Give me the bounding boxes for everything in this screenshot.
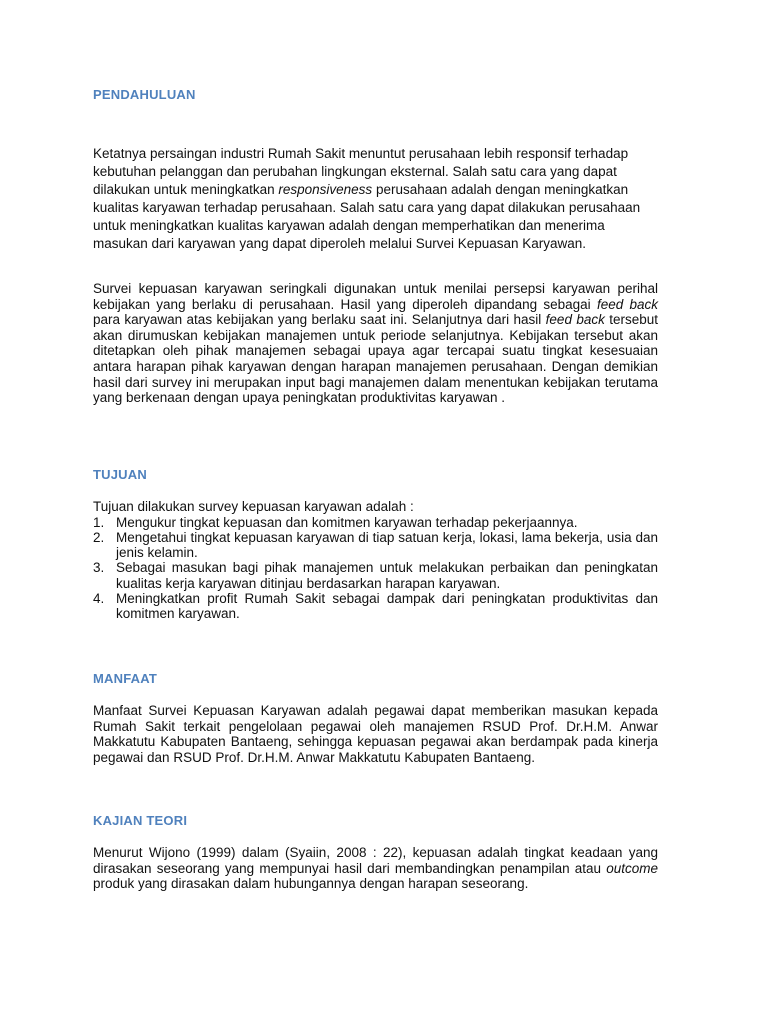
p2-emphasis-2: feed back [545,312,605,328]
heading-kajian-teori: KAJIAN TEORI [93,813,188,828]
tujuan-intro: Tujuan dilakukan survey kepuasan karyawan adalah : [93,499,414,514]
p2-text-2: para karyawan atas kebijakan yang berlaku saat ini. Selanjutnya dari hasil [93,312,546,328]
kajian-emphasis: outcome [606,860,658,876]
tujuan-list [93,515,658,622]
pendahuluan-paragraph-2 [93,281,658,406]
p1-text-before: Ketatnya persaingan industri Rumah Sakit menuntut perusahaan lebih responsif terhadap kebutuhan pelanggan dan perubahan lingkungan eksternal. Salah satu cara yang dapat dilakukan untuk meningkatkan [93,146,629,197]
heading-tujuan: TUJUAN [93,467,147,482]
p2-text-1: Survei kepuasan karyawan seringkali digunakan untuk menilai persepsi karyawan perihal kebijakan yang berlaku di perusahaan. Hasil yang diperoleh dipandang sebagai [93,281,658,312]
p1-text-after: perusahaan adalah dengan meningkatkan kualitas karyawan terhadap perusahaan. Salah satu cara yang dapat dilakukan perusahaan untuk meningkatkan kualitas karyawan adalah dengan memperhatikan dan menerima masukan dari karyawan yang dapat diperoleh melalui Survei Kepuasan Karyawan. [93,182,641,251]
p2-text-3: tersebut akan dirumuskan kebijakan manajemen untuk periode selanjutnya. Kebijakan tersebut akan ditetapkan oleh pihak manajemen sebagai upaya agar tercapai suatu tingkat kesesuaian antara harapan pihak karyawan dengan harapan manajemen perusahaan. Dengan demikian hasil dari survey ini merupakan input bagi manajemen dalam menentukan kebijakan terutama yang berkenaan dengan upaya peningkatan produktivitas karyawan . [93,312,659,406]
heading-manfaat: MANFAAT [93,671,157,686]
list-item: 4. Meningkatkan profit Rumah Sakit sebagai dampak dari peningkatan produktivitas dan komitmen karyawan. [93,591,658,622]
kajian-text-after: produk yang dirasakan dalam hubungannya dengan harapan seseorang. [93,876,529,892]
tujuan-block [93,499,658,622]
kajian-text-before: Menurut Wijono (1999) dalam (Syaiin, 2008 : 22), kepuasan adalah tingkat keadaan yang dirasakan seseorang yang mempunyai hasil dari membandingkan penampilan atau [93,845,658,876]
heading-pendahuluan: PENDAHULUAN [93,87,196,102]
p1-emphasis: responsiveness [278,182,373,197]
p2-emphasis-1: feed back [596,296,659,312]
manfaat-paragraph: Manfaat Survei Kepuasan Karyawan adalah pegawai dapat memberikan masukan kepada Rumah Sakit terkait pengelolaan pegawai oleh manajemen RSUD Prof. Dr.H.M. Anwar Makkatutu Kabupaten Bantaeng, sehingga kepuasan pegawai akan berdampak pada kinerja pegawai dan RSUD Prof. Dr.H.M. Anwar Makkatutu Kabupaten Bantaeng. [93,703,658,765]
pendahuluan-paragraph-1 [93,145,658,253]
list-item: 1. Mengukur tingkat kepuasan dan komitmen karyawan terhadap pekerjaannya. [93,514,578,530]
list-item: 3. Sebagai masukan bagi pihak manajemen untuk melakukan perbaikan dan peningkatan kualitas kerja karyawan ditinjau berdasarkan harapan karyawan. [93,560,658,591]
list-item: 2. Mengetahui tingkat kepuasan karyawan di tiap satuan kerja, lokasi, lama bekerja, usia dan jenis kelamin. [93,529,658,561]
kajian-paragraph [93,845,658,892]
